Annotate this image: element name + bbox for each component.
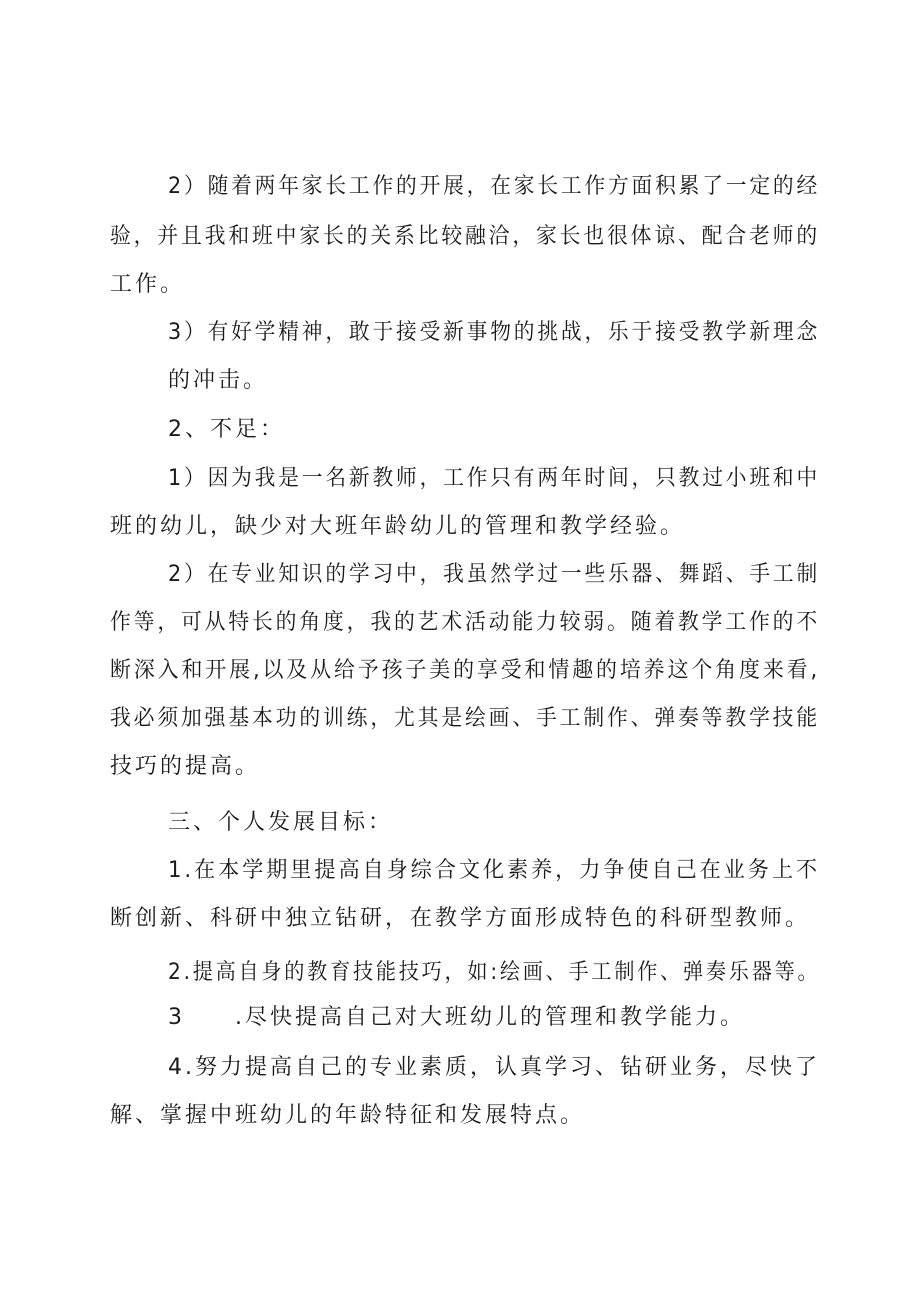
paragraph-line: 班的幼儿，缺少对大班年龄幼儿的管理和教学经验。 — [110, 514, 686, 539]
paragraph-line: 2）在专业知识的学习中，我虽然学过一些乐器、舞蹈、手工制 — [168, 562, 820, 587]
list-item: 4.努力提高自己的专业素质，认真学习、钻研业务，尽快了 — [168, 1055, 820, 1080]
paragraph-line: 工作。 — [110, 272, 186, 297]
paragraph-line: 的冲击。 — [168, 368, 269, 393]
list-item: 1.在本学期里提高自身综合文化素养，力争使自己在业务上不 — [168, 858, 820, 883]
list-item: 3 .尽快提高自己对大班幼儿的管理和教学能力。 — [168, 1005, 745, 1030]
paragraph-line: 3）有好学精神，敢于接受新事物的挑战，乐于接受教学新理念 — [168, 320, 820, 345]
paragraph-line: 1）因为我是一名新教师，工作只有两年时间，只教过小班和中 — [168, 466, 820, 491]
list-item-continuation: 断创新、科研中独立钻研，在教学方面形成特色的科研型教师。 — [110, 906, 811, 931]
section-heading: 三、个人发展目标： — [168, 810, 394, 835]
list-item-continuation: 解、掌握中班幼儿的年龄特征和发展特点。 — [110, 1103, 586, 1128]
paragraph-line: 2）随着两年家长工作的开展，在家长工作方面积累了一定的经 — [168, 174, 820, 199]
paragraph-line: 作等，可从特长的角度，我的艺术活动能力较弱。随着教学工作的不 — [110, 610, 821, 635]
paragraph-line: 断深入和开展,以及从给予孩子美的享受和情趣的培养这个角度来看, — [110, 658, 820, 683]
paragraph-line: 验，并且我和班中家长的关系比较融洽，家长也很体谅、配合老师的 — [110, 224, 821, 249]
list-item: 2.提高自身的教育技能技巧，如:绘画、手工制作、弹奏乐器等。 — [168, 960, 821, 985]
section-heading: 2、不足： — [168, 417, 285, 442]
paragraph-line: 我必须加强基本功的训练，尤其是绘画、手工制作、弹奏等教学技能 — [110, 706, 821, 731]
paragraph-line: 技巧的提高。 — [110, 754, 261, 779]
